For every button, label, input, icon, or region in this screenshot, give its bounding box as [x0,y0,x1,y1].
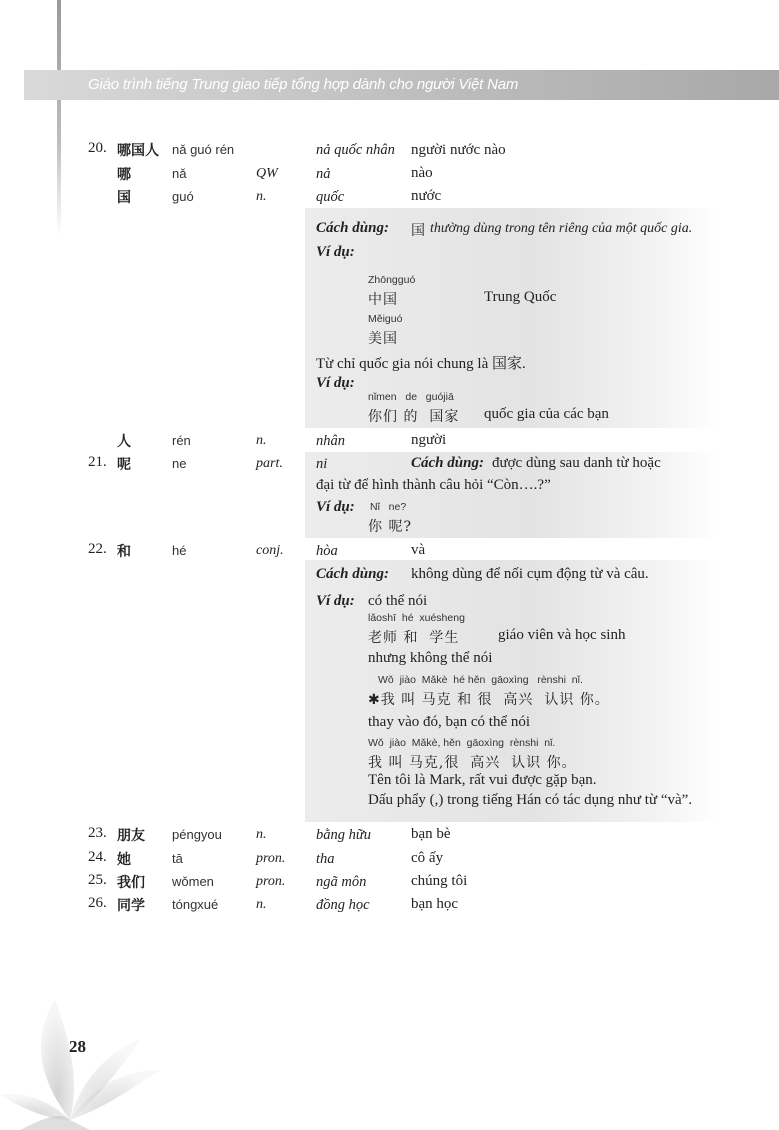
usage-text: được dùng sau danh từ hoặc [492,455,661,471]
entry-number: 21. [88,454,107,470]
entry-pinyin: nǎ [172,166,187,181]
entry-hanviet: quốc [316,189,345,205]
general-text: Từ chỉ quốc gia nói chung là 国家. [316,356,526,372]
entry-hanzi: 同学 [117,898,145,914]
entry-pinyin: ne [172,456,187,471]
entry-meaning: bạn bè [411,826,451,842]
entry-hanviet: nhân [316,433,345,449]
example-hanzi: 你们 的 国家 [368,409,460,425]
entry-meaning: người nước nào [411,142,506,158]
entry-hanviet: tha [316,851,335,867]
entry-hanzi: 她 [117,852,131,868]
example-line: nhưng không thể nói [368,650,493,666]
entry-hanzi: 朋友 [117,828,145,844]
example-line: có thể nói [368,593,428,609]
entry-pos: pron. [256,851,286,866]
entry-pos: n. [256,897,267,912]
entry-pinyin: péngyou [172,827,222,842]
entry-pos: n. [256,433,267,448]
entry-pinyin: hé [172,543,187,558]
margin-bar [57,0,61,235]
entry-pos: pron. [256,874,286,889]
entry-meaning: bạn học [411,896,459,912]
example-pinyin: lǎoshī hé xuésheng [368,612,465,624]
example-hanzi: 美国 [368,331,398,347]
entry-meaning: nào [411,165,433,181]
usage-label: Cách dùng: [316,220,389,236]
flower-decoration [0,960,200,1130]
example-meaning: quốc gia của các bạn [484,406,609,422]
entry-meaning: chúng tôi [411,873,468,889]
example-pinyin: Nǐ ne? [370,501,407,513]
page-header-title: Giáo trình tiếng Trung giao tiếp tổng hợp dành cho người Việt Nam [88,76,519,93]
example-pinyin: nǐmen de guójiā [368,391,454,403]
entry-meaning: nước [411,188,442,204]
example-pinyin: Wǒ jiào Mǎkè hé hěn gāoxìng rènshi nǐ. [378,674,583,686]
example-line: thay vào đó, bạn có thể nói [368,714,531,730]
example-line: Dấu phẩy (,) trong tiếng Hán có tác dụng như từ “và”. [368,792,693,808]
entry-hanzi: 哪国人 [117,143,159,159]
usage-label: Cách dùng: [411,455,484,471]
usage-hanzi: 国 [411,223,426,239]
entry-pinyin: guó [172,189,194,204]
page-number: 28 [69,1037,86,1056]
example-hanzi: ✱我 叫 马克 和 很 高兴 认识 你。 [368,692,610,708]
entry-pinyin: wǒmen [172,874,214,889]
example-meaning: Trung Quốc [484,289,557,305]
entry-pinyin: tā [172,851,183,866]
entry-pos: conj. [256,543,284,558]
example-label: Ví dụ: [316,375,355,391]
example-hanzi: 你 呢? [368,519,412,535]
example-meaning: giáo viên và học sinh [498,627,626,643]
entry-hanzi: 我们 [117,875,145,891]
entry-pos: QW [256,166,278,181]
entry-hanviet: đồng học [316,897,370,913]
entry-pos: n. [256,827,267,842]
example-hanzi: 我 叫 马克,很 高兴 认识 你。 [368,755,577,771]
entry-pinyin: nǎ guó rén [172,142,235,157]
example-label: Ví dụ: [316,593,355,609]
entry-hanzi: 人 [117,434,131,450]
entry-hanviet: ni [316,456,328,472]
entry-meaning: người [411,432,447,448]
usage-label: Cách dùng: [316,566,389,582]
entry-hanzi: 国 [117,190,131,206]
entry-number: 22. [88,541,107,557]
example-pinyin: Zhōngguó [368,274,416,286]
entry-number: 24. [88,849,107,865]
entry-pos: n. [256,189,267,204]
usage-text: đại từ để hình thành câu hỏi “Còn….?” [316,477,551,493]
example-label: Ví dụ: [316,499,355,515]
entry-number: 25. [88,872,107,888]
example-label: Ví dụ: [316,244,355,260]
entry-hanzi: 和 [117,544,131,560]
entry-hanviet: nả [316,166,331,182]
entry-number: 20. [88,140,107,156]
entry-hanviet: hòa [316,543,338,559]
entry-pinyin: rén [172,433,191,448]
example-hanzi: 老师 和 学生 [368,630,460,646]
example-pinyin: Wǒ jiào Mǎkè, hěn gāoxìng rènshi nǐ. [368,737,556,749]
entry-pinyin: tóngxué [172,897,219,912]
entry-meaning: cô ấy [411,850,444,866]
entry-number: 26. [88,895,107,911]
entry-meaning: và [411,542,426,558]
entry-number: 23. [88,825,107,841]
usage-text: không dùng để nối cụm động từ và câu. [411,566,649,582]
entry-hanzi: 呢 [117,457,131,473]
example-line: Tên tôi là Mark, rất vui được gặp bạn. [368,772,597,788]
entry-pos: part. [256,456,283,471]
example-hanzi: 中国 [368,292,398,308]
entry-hanviet: nả quốc nhân [316,142,395,158]
entry-hanzi: 哪 [117,167,131,183]
entry-hanviet: bằng hữu [316,827,372,843]
entry-hanviet: ngã môn [316,874,367,890]
usage-text: thường dùng trong tên riêng của một quốc gia. [430,221,693,236]
example-pinyin: Měiguó [368,313,403,325]
